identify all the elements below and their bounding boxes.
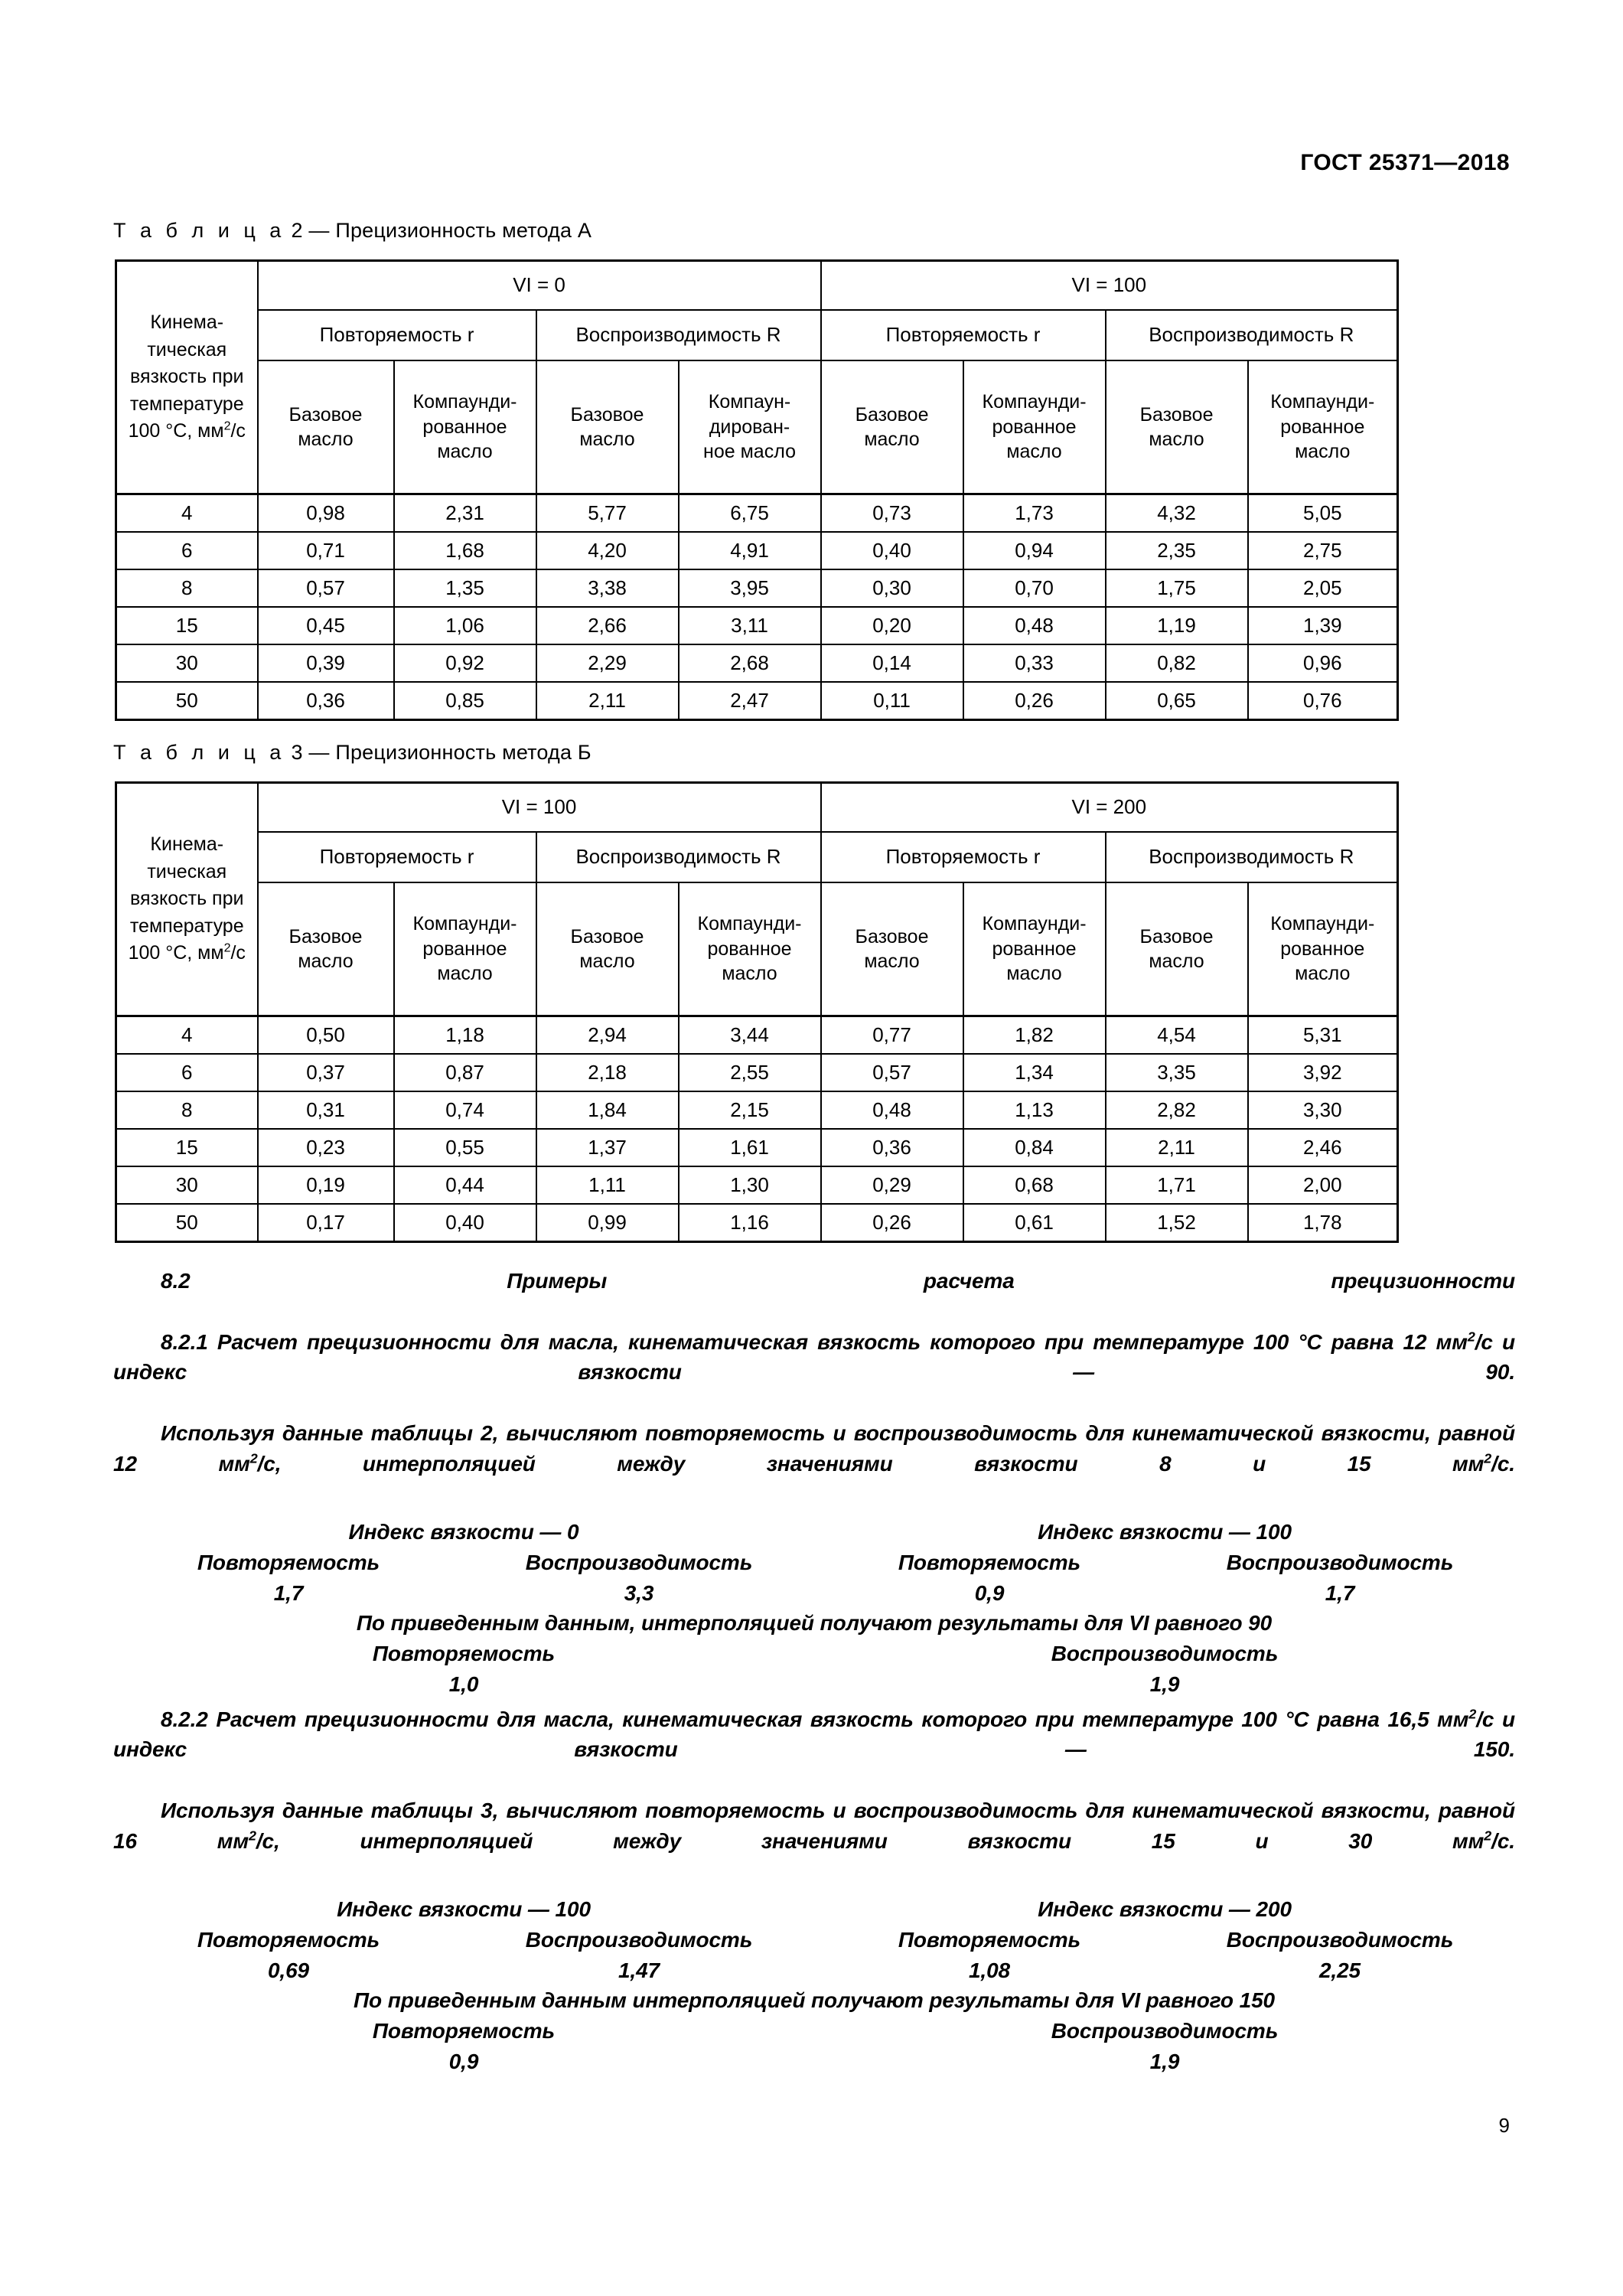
table-3-subheader-repeatability-200: Повторяемость r	[821, 832, 1106, 882]
value-4: 1,7	[1325, 1580, 1355, 1605]
cell-viscosity: 15	[116, 1129, 258, 1166]
cell: 0,17	[258, 1204, 394, 1242]
oil-h4-l1: Компаун-	[708, 391, 791, 413]
page-content	[113, 219, 1515, 2077]
cell: 1,11	[536, 1166, 679, 1204]
cell: 1,19	[1106, 607, 1248, 644]
fch-line-1: Кинема-	[150, 311, 224, 334]
table-row	[116, 1166, 1398, 1204]
cell: 0,39	[258, 644, 394, 682]
fch-line-5: 100 °C, мм	[128, 420, 224, 442]
p1-superscript: 2	[1468, 1706, 1477, 1722]
cell: 1,34	[963, 1054, 1106, 1091]
table-2-precision-method-a	[115, 259, 1399, 721]
oil-h6-l2: рованное	[992, 938, 1077, 960]
table-3-caption-rest: 3 — Прецизионность метода Б	[285, 741, 592, 764]
oil-h6-l3: масло	[1006, 963, 1062, 985]
table-row	[116, 1129, 1398, 1166]
cell-viscosity: 6	[116, 1054, 258, 1091]
oil-h2-l2: рованное	[422, 938, 507, 960]
cell-viscosity: 50	[116, 682, 258, 720]
p2-text-a: Используя данные таблицы 3, вычисляют повторяемость и воспроизводимость для кинематической вязкости, равной 16 мм	[113, 1798, 1515, 1853]
page-number: 9	[1498, 2114, 1510, 2137]
oil-h2-l1: Компаунди-	[412, 913, 517, 935]
section-8-2-heading: 8.2 Примеры расчета прецизионности	[161, 1269, 1515, 1293]
result-value-2: 1,9	[1149, 2049, 1180, 2073]
table-row	[116, 607, 1398, 644]
vi-label-0: Индекс вязкости — 0	[348, 1520, 579, 1544]
cell: 5,31	[1248, 1016, 1398, 1055]
cell: 2,82	[1106, 1091, 1248, 1129]
oil-h4-l3: масло	[722, 963, 777, 985]
cell: 0,65	[1106, 682, 1248, 720]
cell: 0,85	[394, 682, 536, 720]
value-2: 1,47	[618, 1958, 660, 1982]
oil-h5-l2: масло	[864, 429, 920, 450]
table-2-oil-header-2	[394, 360, 536, 494]
clause-8-2-1-vi-labels	[113, 1517, 1515, 1548]
table-row	[116, 1054, 1398, 1091]
cell: 0,94	[963, 532, 1106, 569]
cell: 0,55	[394, 1129, 536, 1166]
cell-viscosity: 15	[116, 607, 258, 644]
table-3-group-header-vi-100: VI = 100	[258, 783, 821, 833]
clause-8-2-2-values	[113, 1955, 1515, 1986]
cell-viscosity: 4	[116, 494, 258, 533]
value-1: 0,69	[267, 1958, 310, 1982]
cell: 2,94	[536, 1016, 679, 1055]
cell: 4,20	[536, 532, 679, 569]
cell-viscosity: 8	[116, 569, 258, 607]
cell: 0,14	[821, 644, 963, 682]
cell: 0,50	[258, 1016, 394, 1055]
table-row	[116, 1016, 1398, 1055]
clause-8-2-2-paragraph-2	[113, 1795, 1515, 1887]
oil-h7-l1: Базовое	[1139, 403, 1214, 426]
cell: 2,47	[679, 682, 821, 720]
oil-h5-l1: Базовое	[855, 403, 929, 426]
oil-h6-l3: масло	[1006, 441, 1062, 463]
cell: 1,82	[963, 1016, 1106, 1055]
cell: 0,40	[394, 1204, 536, 1242]
clause-8-2-2-result-values	[113, 2047, 1515, 2077]
p2-superscript-1: 2	[248, 1828, 256, 1844]
cell: 0,37	[258, 1054, 394, 1091]
table-3-oil-header-4	[679, 882, 821, 1016]
table-2-caption	[113, 219, 1515, 243]
table-2-group-header-vi-100: VI = 100	[821, 261, 1398, 311]
metric-label-2: Воспроизводимость	[525, 1927, 753, 1952]
cell: 0,77	[821, 1016, 963, 1055]
table-3-oilheader-row	[116, 882, 1398, 1016]
cell: 0,68	[963, 1166, 1106, 1204]
oil-h1-l1: Базовое	[288, 403, 363, 426]
cell: 3,11	[679, 607, 821, 644]
table-2-oil-header-1	[258, 360, 394, 494]
p2-text-c: /с.	[1491, 1451, 1515, 1476]
cell-viscosity: 30	[116, 644, 258, 682]
table-2-oil-header-8	[1248, 360, 1398, 494]
cell: 6,75	[679, 494, 821, 533]
clause-8-2-1-result-values	[113, 1669, 1515, 1700]
oil-h1-l2: масло	[298, 429, 354, 450]
cell: 1,35	[394, 569, 536, 607]
cell-viscosity: 8	[116, 1091, 258, 1129]
cell: 2,15	[679, 1091, 821, 1129]
p1-text-a: 8.2.1 Расчет прецизионности для масла, кинематическая вязкость которого при температуре 100 °C равна 12 мм	[161, 1329, 1468, 1354]
table-2-oil-header-6	[963, 360, 1106, 494]
vi-label-100: Индекс вязкости — 100	[1038, 1520, 1292, 1544]
table-2-oilheader-row	[116, 360, 1398, 494]
cell: 0,30	[821, 569, 963, 607]
clause-8-2-1-result-labels	[113, 1639, 1515, 1669]
table-3-subheader-repeatability-100: Повторяемость r	[258, 832, 536, 882]
cell: 0,26	[963, 682, 1106, 720]
cell-viscosity: 6	[116, 532, 258, 569]
cell: 0,29	[821, 1166, 963, 1204]
cell: 0,40	[821, 532, 963, 569]
clause-8-2-1-paragraph-2	[113, 1418, 1515, 1509]
cell: 1,16	[679, 1204, 821, 1242]
table-2-oil-header-3	[536, 360, 679, 494]
oil-h1-l1: Базовое	[288, 925, 363, 947]
cell: 3,38	[536, 569, 679, 607]
cell: 0,33	[963, 644, 1106, 682]
p2-superscript-2: 2	[1484, 1828, 1492, 1844]
cell: 2,66	[536, 607, 679, 644]
table-2-group-header-vi-0: VI = 0	[258, 261, 821, 311]
cell: 0,44	[394, 1166, 536, 1204]
oil-h2-l1: Компаунди-	[412, 391, 517, 413]
cell: 1,61	[679, 1129, 821, 1166]
table-row	[116, 644, 1398, 682]
cell: 0,23	[258, 1129, 394, 1166]
table-row	[116, 569, 1398, 607]
result-label-2: Воспроизводимость	[1051, 2019, 1279, 2043]
table-2-body	[116, 494, 1398, 720]
oil-h8-l2: рованное	[1280, 416, 1365, 438]
table-3-caption	[113, 741, 1515, 765]
p1-text-a: 8.2.2 Расчет прецизионности для масла, кинематическая вязкость которого при температуре 100 °C равна 16,5 мм	[161, 1707, 1469, 1731]
clause-8-2-1-metric-labels	[113, 1548, 1515, 1578]
table-3-oil-header-6	[963, 882, 1106, 1016]
cell: 3,44	[679, 1016, 821, 1055]
p2-text-a: Используя данные таблицы 2, вычисляют повторяемость и воспроизводимость для кинематической вязкости, равной 12 мм	[113, 1420, 1515, 1476]
cell: 0,20	[821, 607, 963, 644]
table-3-header-row-group	[116, 783, 1398, 833]
clause-8-2-1-interpolation-note: По приведенным данным, интерполяцией получают результаты для VI равного 90	[356, 1611, 1273, 1636]
cell-viscosity: 50	[116, 1204, 258, 1242]
oil-h5-l2: масло	[864, 951, 920, 972]
oil-h6-l1: Компаунди-	[982, 913, 1087, 935]
standard-number-header: ГОСТ 25371—2018	[1300, 150, 1510, 175]
cell: 2,00	[1248, 1166, 1398, 1204]
cell: 2,68	[679, 644, 821, 682]
vi-label-100: Индекс вязкости — 100	[337, 1897, 591, 1921]
table-2-caption-rest: 2 — Прецизионность метода А	[285, 219, 592, 242]
clause-8-2-1-values	[113, 1578, 1515, 1609]
cell: 4,54	[1106, 1016, 1248, 1055]
fch-superscript: 2	[223, 941, 231, 955]
table-2-subheader-repeatability-100: Повторяемость r	[821, 310, 1106, 360]
result-label-1: Повторяемость	[372, 1642, 556, 1665]
cell: 3,30	[1248, 1091, 1398, 1129]
table-2-subheader-reproducibility-0: Воспроизводимость R	[536, 310, 821, 360]
result-value-1: 1,0	[448, 1671, 479, 1696]
cell-viscosity: 30	[116, 1166, 258, 1204]
oil-h7-l1: Базовое	[1139, 925, 1214, 947]
oil-h8-l3: масло	[1295, 441, 1351, 463]
fch-line-2: тическая	[147, 338, 227, 360]
oil-h1-l2: масло	[298, 951, 354, 972]
oil-h2-l3: масло	[437, 963, 493, 985]
table-2-subheader-repeatability-0: Повторяемость r	[258, 310, 536, 360]
clause-8-2-2-result-labels	[113, 2016, 1515, 2047]
oil-h3-l2: масло	[579, 951, 635, 972]
oil-h7-l2: масло	[1149, 951, 1204, 972]
value-1: 1,7	[273, 1580, 304, 1605]
table-3-oil-header-2	[394, 882, 536, 1016]
oil-h3-l1: Базовое	[570, 925, 644, 947]
p2-text-b: /с, интерполяцией между значениями вязкости 8 и 15 мм	[257, 1451, 1484, 1476]
value-3: 1,08	[968, 1958, 1011, 1982]
table-row	[116, 682, 1398, 720]
cell: 0,99	[536, 1204, 679, 1242]
metric-label-3: Повторяемость	[898, 1550, 1081, 1574]
oil-h8-l1: Компаунди-	[1270, 913, 1375, 935]
cell: 5,77	[536, 494, 679, 533]
value-3: 0,9	[974, 1580, 1005, 1605]
cell: 0,73	[821, 494, 963, 533]
table-2-caption-word: Т а б л и ц а	[113, 219, 285, 242]
oil-h8-l2: рованное	[1280, 938, 1365, 960]
cell: 4,32	[1106, 494, 1248, 533]
p1-text-b: /с и индекс вязкости — 90.	[113, 1329, 1515, 1384]
metric-label-3: Повторяемость	[898, 1927, 1081, 1952]
cell: 0,96	[1248, 644, 1398, 682]
cell: 3,95	[679, 569, 821, 607]
cell: 1,78	[1248, 1204, 1398, 1242]
oil-h3-l2: масло	[579, 429, 635, 450]
cell: 0,26	[821, 1204, 963, 1242]
cell: 1,75	[1106, 569, 1248, 607]
cell: 0,31	[258, 1091, 394, 1129]
oil-h4-l1: Компаунди-	[697, 913, 802, 935]
table-3-precision-method-b	[115, 781, 1399, 1243]
cell: 0,57	[258, 569, 394, 607]
table-3-oil-header-7	[1106, 882, 1248, 1016]
cell: 1,39	[1248, 607, 1398, 644]
table-row	[116, 1091, 1398, 1129]
clause-8-2-2-metric-labels	[113, 1925, 1515, 1955]
cell: 2,18	[536, 1054, 679, 1091]
p2-superscript-1: 2	[249, 1450, 258, 1466]
cell: 2,75	[1248, 532, 1398, 569]
cell: 0,74	[394, 1091, 536, 1129]
value-4: 2,25	[1318, 1958, 1361, 1982]
table-3-subheader-reproducibility-200: Воспроизводимость R	[1106, 832, 1398, 882]
cell: 1,13	[963, 1091, 1106, 1129]
fch-superscript: 2	[223, 419, 231, 433]
fch-line-3: вязкость при	[130, 366, 244, 388]
table-2-oil-header-5	[821, 360, 963, 494]
cell: 0,61	[963, 1204, 1106, 1242]
cell: 2,55	[679, 1054, 821, 1091]
clause-8-2-1-paragraph-1	[113, 1327, 1515, 1418]
table-3-group-header-vi-200: VI = 200	[821, 783, 1398, 833]
cell: 0,84	[963, 1129, 1106, 1166]
cell: 2,29	[536, 644, 679, 682]
value-2: 3,3	[624, 1580, 654, 1605]
fch-line-5: 100 °C, мм	[128, 942, 224, 964]
fch-line-6: /с	[230, 942, 246, 964]
clause-8-2-2-vi-labels	[113, 1894, 1515, 1925]
table-row	[116, 1204, 1398, 1242]
cell: 2,31	[394, 494, 536, 533]
table-2-header-row-group	[116, 261, 1398, 311]
table-3-first-column-header	[116, 783, 258, 1016]
cell: 0,87	[394, 1054, 536, 1091]
oil-h8-l1: Компаунди-	[1270, 391, 1375, 413]
oil-h6-l2: рованное	[992, 416, 1077, 438]
fch-line-3: вязкость при	[130, 888, 244, 910]
cell: 0,36	[258, 682, 394, 720]
p2-text-b: /с, интерполяцией между значениями вязкости 15 и 30 мм	[256, 1828, 1484, 1853]
cell: 4,91	[679, 532, 821, 569]
clause-8-2-2-interpolation-note: По приведенным данным интерполяцией получают результаты для VI равного 150	[353, 1988, 1276, 2013]
table-3-body	[116, 1016, 1398, 1242]
oil-h2-l3: масло	[437, 441, 493, 463]
p2-text-c: /с.	[1491, 1828, 1515, 1853]
cell: 0,71	[258, 532, 394, 569]
p1-text-b: /с и индекс вязкости — 150.	[113, 1707, 1515, 1762]
cell: 1,68	[394, 532, 536, 569]
table-3-oil-header-1	[258, 882, 394, 1016]
table-2-oil-header-7	[1106, 360, 1248, 494]
cell: 0,19	[258, 1166, 394, 1204]
oil-h4-l3: ное масло	[703, 441, 796, 463]
cell: 0,36	[821, 1129, 963, 1166]
fch-line-2: тическая	[147, 860, 227, 882]
table-2-oil-header-4	[679, 360, 821, 494]
oil-h4-l2: дирован-	[709, 416, 790, 438]
result-value-1: 0,9	[448, 2049, 479, 2073]
table-3-subheader-reproducibility-100: Воспроизводимость R	[536, 832, 821, 882]
oil-h6-l1: Компаунди-	[982, 391, 1087, 413]
p2-superscript-2: 2	[1484, 1450, 1492, 1466]
cell: 1,71	[1106, 1166, 1248, 1204]
fch-line-4: температуре	[129, 393, 244, 415]
oil-h7-l2: масло	[1149, 429, 1204, 450]
metric-label-4: Воспроизводимость	[1226, 1550, 1454, 1574]
table-3-caption-word: Т а б л и ц а	[113, 741, 285, 764]
cell: 1,18	[394, 1016, 536, 1055]
cell: 3,92	[1248, 1054, 1398, 1091]
p1-superscript: 2	[1467, 1329, 1475, 1345]
cell: 1,84	[536, 1091, 679, 1129]
oil-h8-l3: масло	[1295, 963, 1351, 985]
cell: 2,11	[1106, 1129, 1248, 1166]
section-8-2	[113, 1266, 1515, 2077]
cell: 0,45	[258, 607, 394, 644]
cell: 0,70	[963, 569, 1106, 607]
cell: 1,06	[394, 607, 536, 644]
oil-h2-l2: рованное	[422, 416, 507, 438]
cell-viscosity: 4	[116, 1016, 258, 1055]
cell: 1,73	[963, 494, 1106, 533]
cell: 0,92	[394, 644, 536, 682]
cell: 3,35	[1106, 1054, 1248, 1091]
cell: 1,37	[536, 1129, 679, 1166]
oil-h4-l2: рованное	[707, 938, 792, 960]
cell: 0,57	[821, 1054, 963, 1091]
cell: 2,05	[1248, 569, 1398, 607]
oil-h5-l1: Базовое	[855, 925, 929, 947]
table-3-oil-header-8	[1248, 882, 1398, 1016]
result-label-2: Воспроизводимость	[1051, 1642, 1279, 1665]
cell: 0,76	[1248, 682, 1398, 720]
result-value-2: 1,9	[1149, 1671, 1180, 1696]
table-3-subheader-row	[116, 832, 1398, 882]
cell: 1,52	[1106, 1204, 1248, 1242]
metric-label-2: Воспроизводимость	[525, 1550, 753, 1574]
cell: 0,11	[821, 682, 963, 720]
cell: 2,46	[1248, 1129, 1398, 1166]
cell: 2,35	[1106, 532, 1248, 569]
cell: 0,48	[963, 607, 1106, 644]
table-3-oil-header-5	[821, 882, 963, 1016]
metric-label-4: Воспроизводимость	[1226, 1927, 1454, 1952]
table-3-oil-header-3	[536, 882, 679, 1016]
cell: 0,82	[1106, 644, 1248, 682]
table-2-subheader-reproducibility-100: Воспроизводимость R	[1106, 310, 1398, 360]
table-row	[116, 532, 1398, 569]
fch-line-6: /с	[230, 420, 246, 442]
fch-line-4: температуре	[129, 915, 244, 937]
metric-label-1: Повторяемость	[197, 1927, 380, 1952]
fch-line-1: Кинема-	[150, 833, 224, 856]
table-2-subheader-row	[116, 310, 1398, 360]
cell: 0,98	[258, 494, 394, 533]
metric-label-1: Повторяемость	[197, 1550, 380, 1574]
oil-h3-l1: Базовое	[570, 403, 644, 426]
cell: 0,48	[821, 1091, 963, 1129]
result-label-1: Повторяемость	[372, 2019, 556, 2043]
cell: 2,11	[536, 682, 679, 720]
clause-8-2-2-paragraph-1	[113, 1704, 1515, 1795]
vi-label-200: Индекс вязкости — 200	[1038, 1897, 1292, 1921]
cell: 5,05	[1248, 494, 1398, 533]
cell: 1,30	[679, 1166, 821, 1204]
table-row	[116, 494, 1398, 533]
table-2-first-column-header	[116, 261, 258, 494]
